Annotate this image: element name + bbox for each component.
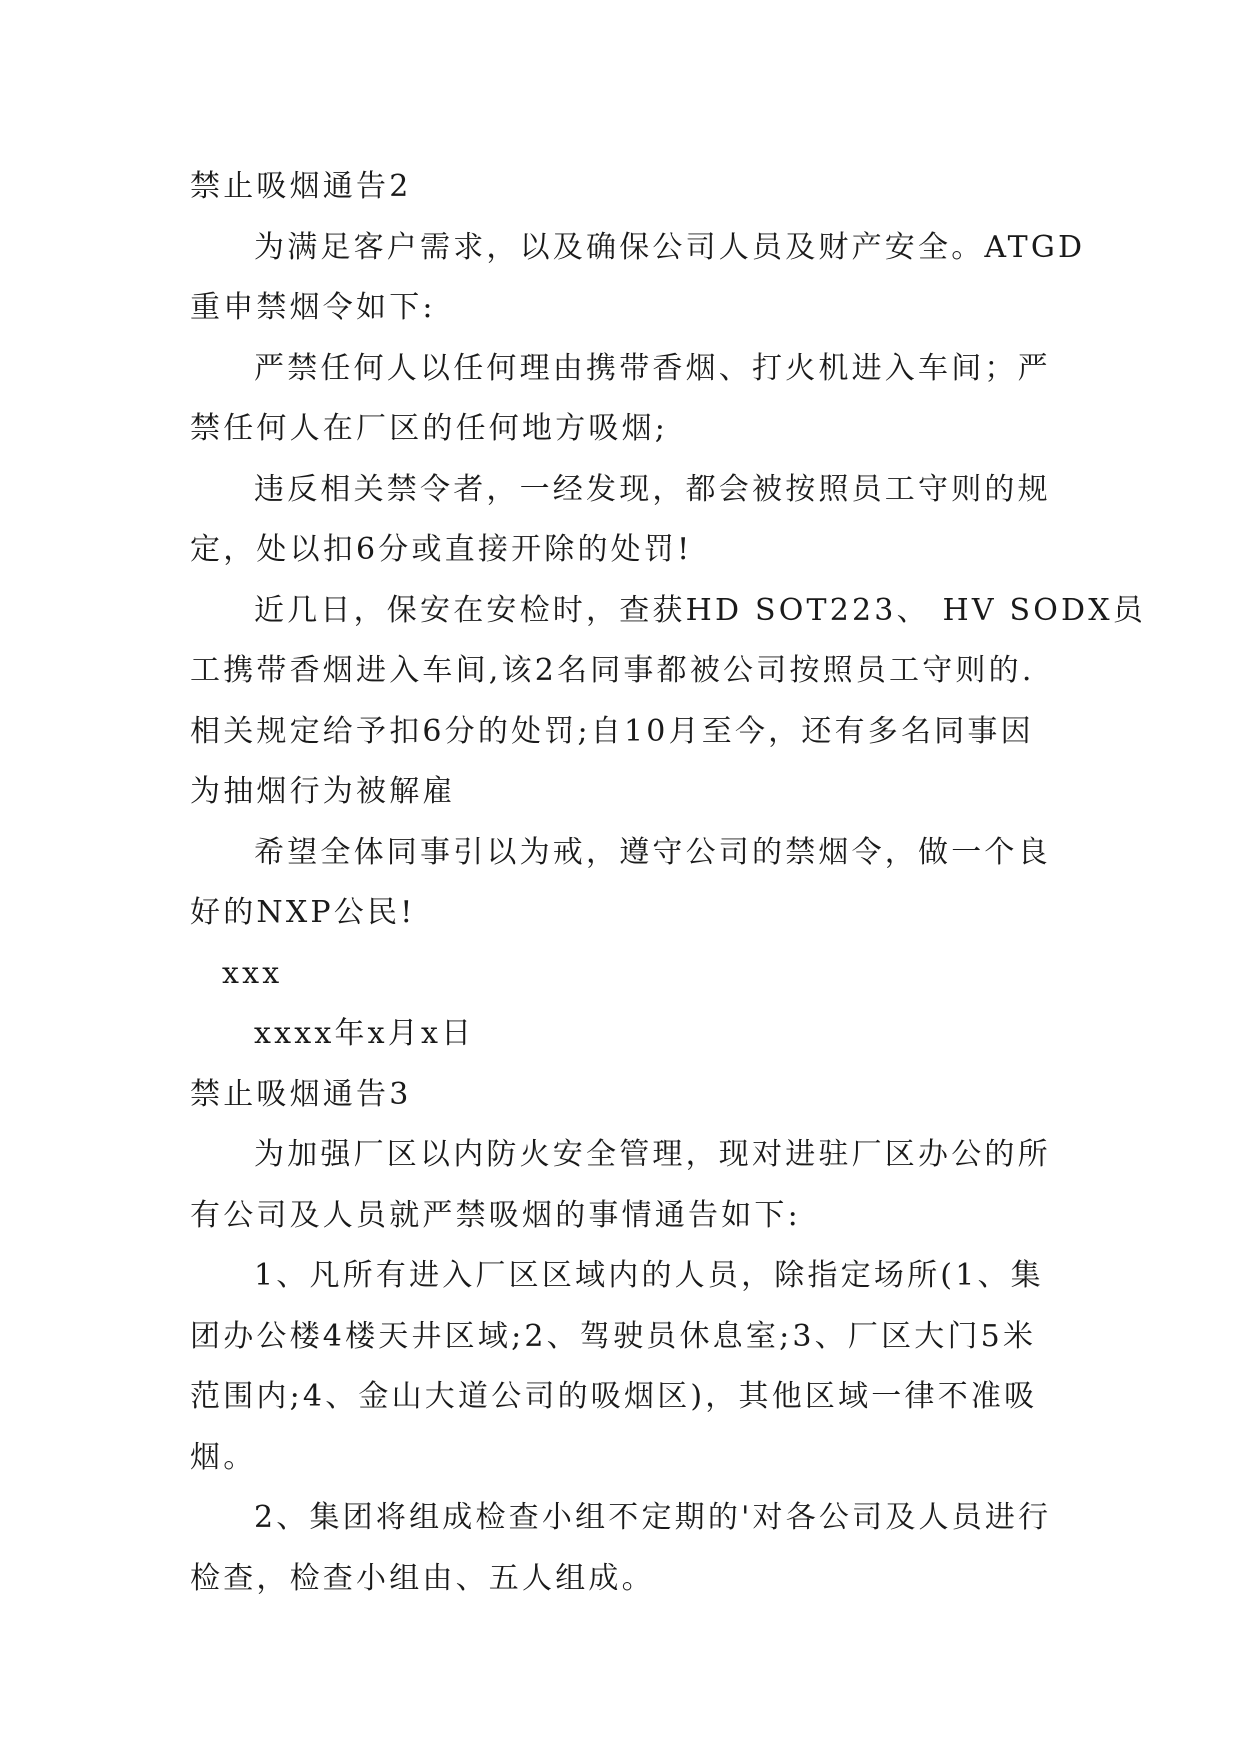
paragraph-line: 烟。 — [190, 1439, 257, 1475]
paragraph-line: 禁任何人在厂区的任何地方吸烟; — [190, 411, 669, 446]
paragraph-line: 范围内;4、金山大道公司的吸烟区)，其他区域一律不准吸 — [190, 1379, 1038, 1414]
signature-date: xxxx年x月x日 — [254, 1016, 475, 1051]
paragraph-line: 为满足客户需求，以及确保公司人员及财产安全。ATGD — [254, 229, 1086, 265]
paragraph-line: 重申禁烟令如下: — [190, 290, 436, 325]
signature-name: xxx — [222, 955, 283, 991]
notice-3-title: 禁止吸烟通告3 — [190, 1076, 412, 1112]
paragraph-line: 2、集团将组成检查小组不定期的'对各公司及人员进行 — [254, 1500, 1052, 1535]
paragraph-line: 团办公楼4楼天井区域;2、驾驶员休息室;3、厂区大门5米 — [190, 1318, 1037, 1354]
document-body — [190, 157, 1147, 1609]
paragraph-line: 有公司及人员就严禁吸烟的事情通告如下: — [190, 1197, 801, 1233]
paragraph-line: 为抽烟行为被解雇 — [190, 774, 456, 809]
paragraph-line: 相关规定给予扣6分的处罚;自10月至今，还有多名同事因 — [190, 713, 1034, 749]
paragraph-line: 工携带香烟进入车间,该2名同事都被公司按照员工守则的. — [190, 653, 1035, 688]
paragraph-line: 违反相关禁令者，一经发现，都会被按照员工守则的规 — [254, 471, 1051, 507]
paragraph-line: 近几日，保安在安检时，查获HD SOT223、 HV SODX员 — [254, 592, 1147, 628]
paragraph-line: 定，处以扣6分或直接开除的处罚! — [190, 532, 693, 567]
paragraph-line: 为加强厂区以内防火安全管理，现对进驻厂区办公的所 — [254, 1137, 1051, 1172]
paragraph-line: 希望全体同事引以为戒，遵守公司的禁烟令，做一个良 — [254, 834, 1051, 870]
notice-2-title: 禁止吸烟通告2 — [190, 169, 412, 204]
paragraph-line: 检查，检查小组由、五人组成。 — [190, 1560, 655, 1596]
paragraph-line: 严禁任何人以任何理由携带香烟、打火机进入车间；严 — [254, 350, 1051, 386]
paragraph-line: 1、凡所有进入厂区区域内的人员，除指定场所(1、集 — [254, 1258, 1044, 1293]
paragraph-line: 好的NXP公民! — [190, 895, 416, 930]
